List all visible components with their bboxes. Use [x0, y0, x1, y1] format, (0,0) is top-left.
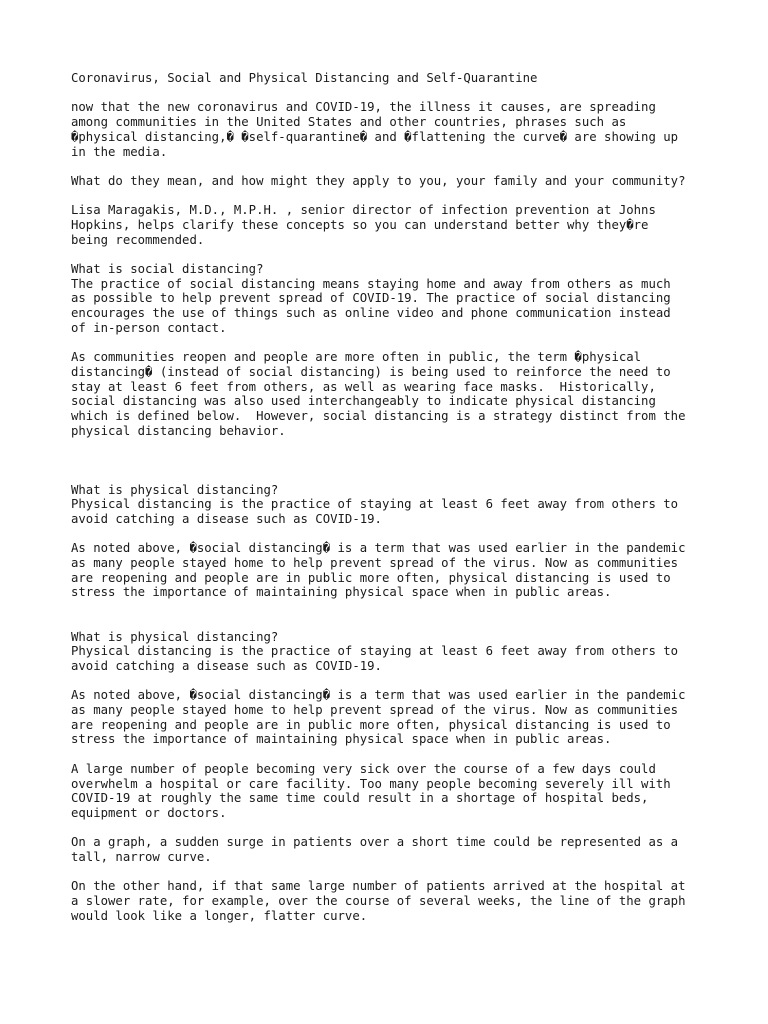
text-line: a slower rate, for example, over the course of several weeks, the line of the graph	[71, 894, 686, 909]
text-line: being recommended.	[71, 232, 205, 247]
text-line: as many people stayed home to help prevent spread of the virus. Now as communities	[71, 703, 679, 718]
text-line: social distancing was also used interchangeably to indicate physical distancing	[71, 394, 656, 409]
text-line: equipment or doctors.	[71, 805, 227, 820]
text-line: avoid catching a disease such as COVID-19.	[71, 658, 382, 673]
text-line: On a graph, a sudden surge in patients over a short time could be represented as a	[71, 835, 679, 850]
text-line: stress the importance of maintaining physical space when in public areas.	[71, 732, 612, 747]
text-line: physical distancing behavior.	[71, 423, 286, 438]
text-line	[71, 821, 711, 836]
text-line: stay at least 6 feet from others, as well as wearing face masks. Historically,	[71, 379, 656, 394]
text-line	[71, 189, 711, 204]
text-line: What is physical distancing?	[71, 629, 279, 644]
text-line: distancing� (instead of social distancing) is being used to reinforce the need to	[71, 364, 671, 379]
text-line: As noted above, �social distancing� is a term that was used earlier in the pandemic	[71, 541, 686, 556]
document-page	[71, 71, 711, 924]
text-line	[71, 527, 711, 542]
text-line: �physical distancing,� �self-quarantine� and �flattening the curve� are showing up	[71, 129, 679, 144]
text-line: On the other hand, if that same large number of patients arrived at the hospital at	[71, 879, 686, 894]
text-line: As noted above, �social distancing� is a term that was used earlier in the pandemic	[71, 688, 686, 703]
text-line: As communities reopen and people are more often in public, the term �physical	[71, 350, 642, 365]
text-line: Hopkins, helps clarify these concepts so you can understand better why they�re	[71, 217, 649, 232]
text-line	[71, 674, 711, 689]
text-line	[71, 747, 711, 762]
text-line: overwhelm a hospital or care facility. Too many people becoming severely ill with	[71, 776, 671, 791]
text-line: A large number of people becoming very sick over the course of a few days could	[71, 761, 656, 776]
text-line: What is social distancing?	[71, 262, 264, 277]
text-line	[71, 600, 711, 615]
text-line: The practice of social distancing means staying home and away from others as much	[71, 276, 671, 291]
text-line: now that the new coronavirus and COVID-19, the illness it causes, are spreading	[71, 100, 656, 115]
text-line: COVID-19 at roughly the same time could result in a shortage of hospital beds,	[71, 791, 649, 806]
text-line	[71, 453, 711, 468]
text-line	[71, 468, 711, 483]
text-line: tall, narrow curve.	[71, 850, 212, 865]
text-line: encourages the use of things such as online video and phone communication instead	[71, 306, 671, 321]
text-line: Lisa Maragakis, M.D., M.P.H. , senior director of infection prevention at Johns	[71, 203, 656, 218]
text-line: as possible to help prevent spread of COVID-19. The practice of social distancing	[71, 291, 671, 306]
text-line	[71, 86, 711, 101]
text-line: as many people stayed home to help prevent spread of the virus. Now as communities	[71, 556, 679, 571]
text-line	[71, 439, 711, 454]
text-line: Physical distancing is the practice of staying at least 6 feet away from others to	[71, 644, 679, 659]
text-line: which is defined below. However, social distancing is a strategy distinct from the	[71, 409, 686, 424]
text-line: Physical distancing is the practice of staying at least 6 feet away from others to	[71, 497, 679, 512]
text-line	[71, 336, 711, 351]
text-line	[71, 615, 711, 630]
text-line: avoid catching a disease such as COVID-19.	[71, 511, 382, 526]
text-line: What is physical distancing?	[71, 482, 279, 497]
text-line	[71, 247, 711, 262]
text-line: would look like a longer, flatter curve.	[71, 908, 368, 923]
document-title: Coronavirus, Social and Physical Distancing and Self-Quarantine	[71, 71, 538, 85]
text-line	[71, 865, 711, 880]
text-line	[71, 159, 711, 174]
text-line: are reopening and people are in public more often, physical distancing is used to	[71, 570, 671, 585]
text-line: stress the importance of maintaining physical space when in public areas.	[71, 585, 612, 600]
text-line: in the media.	[71, 144, 168, 159]
text-line: among communities in the United States and other countries, phrases such as	[71, 115, 627, 130]
text-line: What do they mean, and how might they apply to you, your family and your community?	[71, 173, 686, 188]
text-line: of in-person contact.	[71, 320, 227, 335]
text-line: are reopening and people are in public more often, physical distancing is used to	[71, 717, 671, 732]
